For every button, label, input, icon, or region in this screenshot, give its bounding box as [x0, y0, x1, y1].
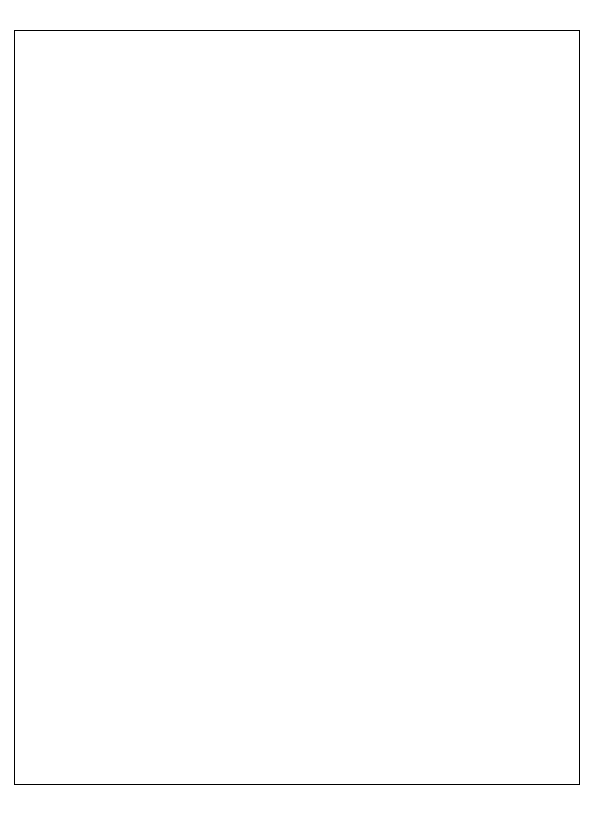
- horoscope-chart: [14, 30, 580, 785]
- legend: [14, 789, 580, 803]
